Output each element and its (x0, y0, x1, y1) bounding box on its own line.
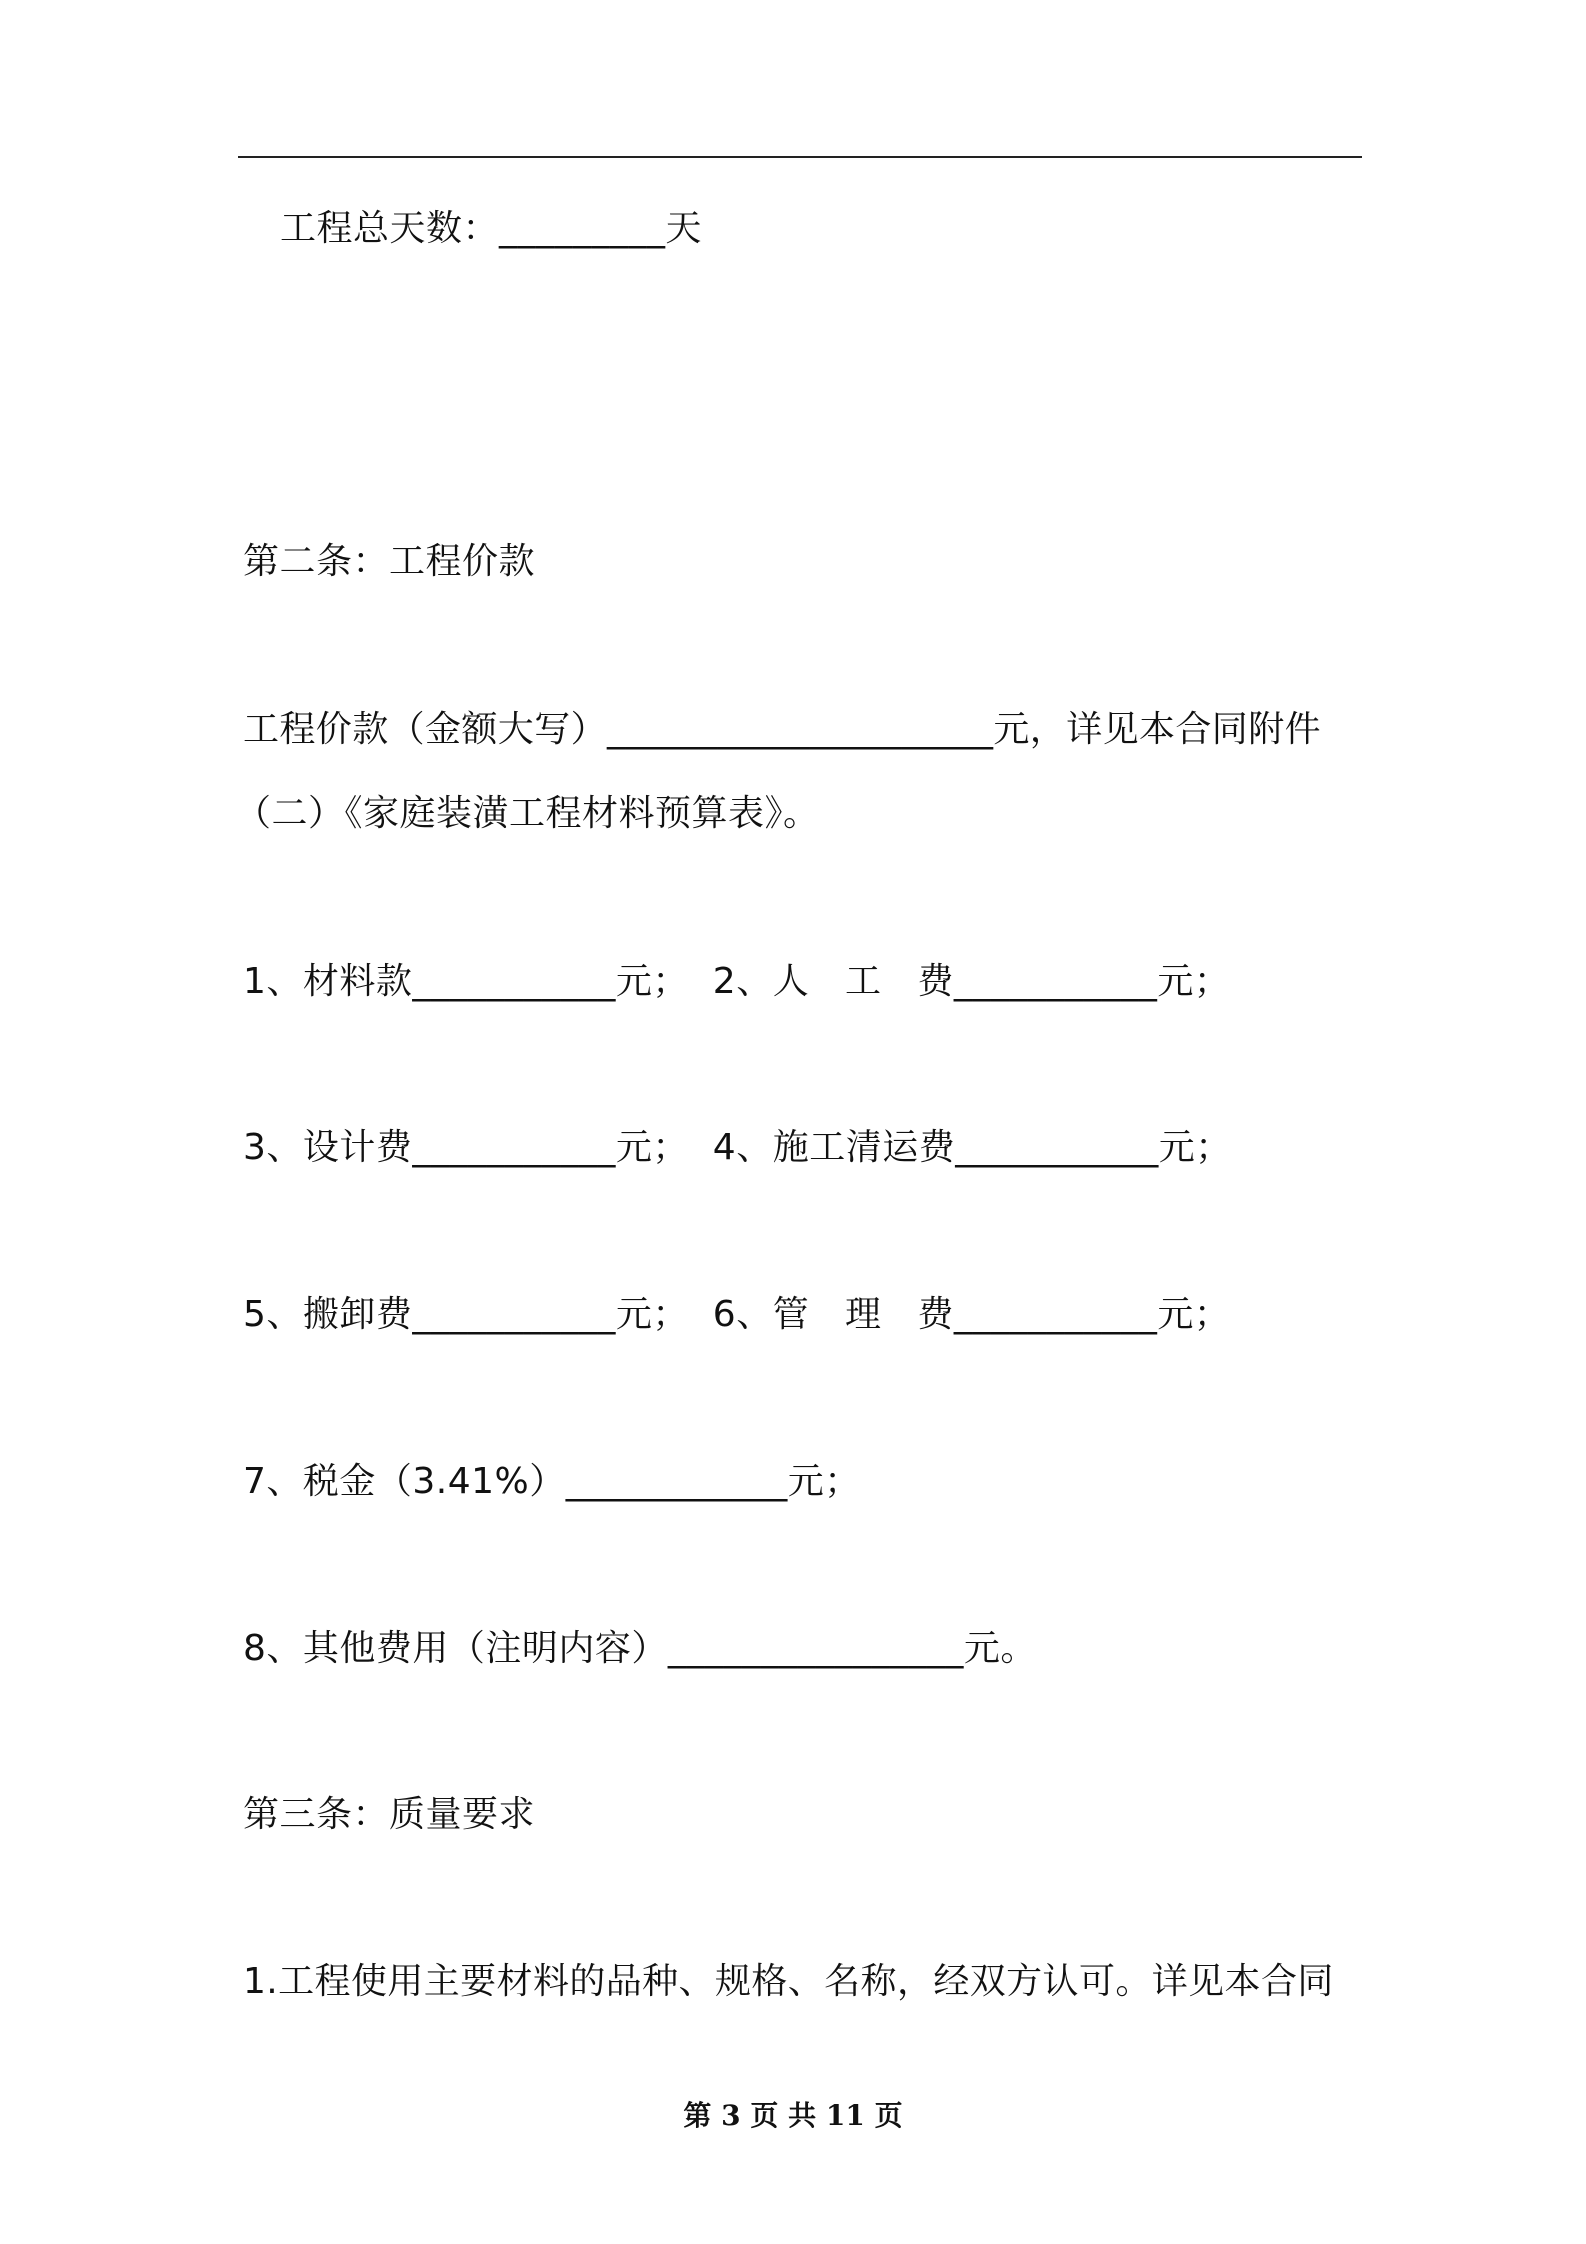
header-rule (238, 156, 1362, 158)
fee-line-5-6: 5、搬卸费___________元； 6、管 理 费___________元； (243, 1294, 1231, 1335)
project-price-line-cont: （二）《家庭装潢工程材料预算表》。 (235, 793, 820, 834)
section-2-heading: 第二条：工程价款 (243, 541, 536, 582)
quality-item-1: 1.工程使用主要材料的品种、规格、名称，经双方认可。详见本合同 (243, 1961, 1334, 2002)
fee-line-1-2: 1、材料款___________元； 2、人 工 费___________元； (243, 961, 1231, 1002)
project-price-line: 工程价款（金额大写）_____________________元，详见本合同附件 (243, 709, 1321, 750)
fee-line-7: 7、税金（3.41%）____________元； (243, 1461, 861, 1502)
fee-line-8: 8、其他费用（注明内容）________________元。 (243, 1628, 1037, 1669)
section-3-heading: 第三条：质量要求 (243, 1794, 536, 1835)
total-days-line: 工程总天数：_________天 (280, 208, 703, 249)
fee-line-3-4: 3、设计费___________元； 4、施工清运费___________元； (243, 1127, 1232, 1168)
page-number-footer: 第 3 页 共 11 页 (683, 2099, 903, 2132)
